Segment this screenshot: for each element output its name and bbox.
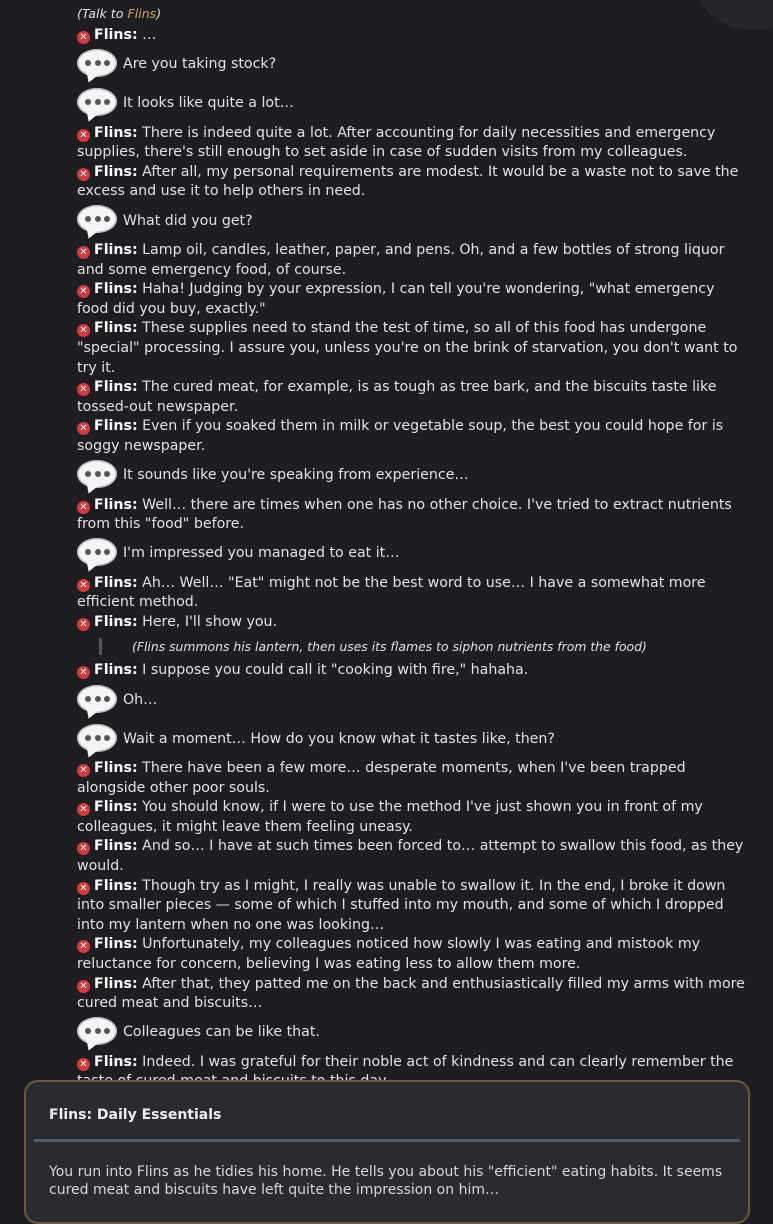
npc-text: These supplies need to stand the test of time, so all of this food has undergone "special" processing. I assure you, unless you're on the brink of starvation, you don't want to try it. (77, 320, 738, 376)
npc-text: Here, I'll show you. (142, 613, 278, 630)
speaker-name: Flins: (94, 1053, 138, 1070)
npc-text: There have been a few more… desperate moments, when I've been trapped alongside other poor souls. (77, 760, 686, 796)
npc-line (77, 759, 747, 798)
npc-text: Even if you soaked them in milk or vegetable soup, the best you could hope for is soggy newspaper. (77, 418, 724, 454)
x-mark-icon: ✕ (77, 246, 90, 259)
npc-text: You should know, if I were to use the method I've just shown you in front of my colleagues, it might leave them feeling uneasy. (77, 799, 703, 835)
npc-line (77, 613, 747, 633)
speaker-name: Flins: (94, 877, 138, 894)
x-mark-icon: ✕ (77, 980, 90, 993)
npc-line (77, 26, 747, 46)
npc-line (77, 417, 747, 456)
x-mark-icon: ✕ (77, 882, 90, 895)
x-mark-icon: ✕ (77, 383, 90, 396)
speaker-name: Flins: (94, 320, 138, 337)
npc-line (77, 163, 747, 202)
npc-text: Ah… Well… "Eat" might not be the best word to use… I have a somewhat more efficient method. (77, 574, 706, 611)
dialogue-choice[interactable] (77, 720, 747, 759)
choice-text: Are you taking stock? (123, 56, 277, 73)
speaker-name: Flins: (94, 799, 138, 816)
x-mark-icon: ✕ (77, 579, 90, 592)
npc-line (77, 574, 747, 613)
npc-text: … (142, 27, 157, 43)
npc-text: After all, my personal requirements are modest. It would be a waste not to save the excess and use it to help others in need. (77, 163, 739, 200)
hint-suffix: ) (156, 6, 162, 21)
speaker-name: Flins: (94, 379, 138, 396)
speaker-name: Flins: (94, 496, 138, 513)
x-mark-icon: ✕ (77, 764, 90, 777)
npc-line (77, 935, 747, 974)
choice-text: Oh… (123, 691, 158, 708)
quest-description: You run into Flins as he tidies his home. He tells you about his "efficient" eating habits. It seems cured meat and biscuits have left quite the impression on him… (49, 1164, 723, 1198)
npc-text: Unfortunately, my colleagues noticed how slowly I was eating and mistook my reluctance for concern, believing I was eating less to allow them more. (77, 936, 701, 972)
npc-text: Haha! Judging by your expression, I can tell you're wondering, "what emergency food did you buy, exactly." (77, 281, 715, 317)
npc-text: After that, they patted me on the back and enthusiastically filled my arms with more cured meat and biscuits… (77, 975, 745, 1012)
x-mark-icon: ✕ (77, 422, 90, 435)
dialogue-choice[interactable] (77, 535, 747, 574)
dialogue-choice[interactable] (77, 457, 747, 496)
x-mark-icon: ✕ (77, 618, 90, 631)
speech-bubble-icon (77, 724, 117, 752)
choice-text: It looks like quite a lot… (123, 95, 294, 112)
dialogue-choice[interactable] (77, 85, 747, 124)
npc-text: Though try as I might, I really was unable to swallow it. In the end, I broke it down into smaller pieces — some of which I stuffed into my mouth, and some of which I dropped into my lantern when no one was looking… (77, 877, 726, 933)
speaker-name: Flins: (94, 975, 138, 992)
dialogue-choice[interactable] (77, 202, 747, 241)
npc-line (77, 837, 747, 876)
x-mark-icon: ✕ (77, 129, 90, 142)
npc-text: There is indeed quite a lot. After accounting for daily necessities and emergency supplies, there's still enough to set aside in case of sudden visits from my colleagues. (77, 124, 716, 161)
speech-bubble-icon (77, 205, 117, 233)
npc-text: The cured meat, for example, is as tough as tree bark, and the biscuits taste like tossed-out newspaper. (77, 379, 717, 415)
speech-bubble-icon (77, 538, 117, 566)
speaker-name: Flins: (94, 760, 138, 777)
speaker-name: Flins: (94, 281, 138, 298)
choice-text: What did you get? (123, 212, 253, 229)
action-note: (Flins summons his lantern, then uses its flames to siphon nutrients from the food) (99, 638, 747, 655)
x-mark-icon: ✕ (77, 666, 90, 679)
x-mark-icon: ✕ (77, 1058, 90, 1071)
x-mark-icon: ✕ (77, 940, 90, 953)
x-mark-icon: ✕ (77, 501, 90, 514)
npc-line (77, 280, 747, 319)
speaker-name: Flins: (94, 936, 138, 953)
choice-text: It sounds like you're speaking from experience… (123, 467, 469, 484)
speaker-name: Flins: (94, 574, 138, 591)
npc-text: I suppose you could call it "cooking with fire," hahaha. (142, 662, 529, 679)
choice-text: Wait a moment… How do you know what it tastes like, then? (123, 730, 555, 747)
npc-text: And so… I have at such times been forced to… attempt to swallow this food, as they would. (77, 838, 744, 875)
quest-card (24, 1080, 750, 1224)
npc-line (77, 496, 747, 535)
hint-prefix: (Talk to (77, 6, 128, 21)
x-mark-icon: ✕ (77, 168, 90, 181)
npc-line (77, 975, 747, 1014)
speech-bubble-icon (77, 49, 117, 77)
npc-text: Lamp oil, candles, leather, paper, and pens. Oh, and a few bottles of strong liquor and some emergency food, of course. (77, 241, 725, 278)
choice-text: Colleagues can be like that. (123, 1024, 320, 1041)
npc-line (77, 319, 747, 378)
speech-bubble-icon (77, 460, 117, 488)
speaker-name: Flins: (94, 163, 138, 180)
npc-text: Indeed. I was grateful for their noble act of kindness and can clearly remember the (142, 1053, 734, 1070)
speaker-name: Flins: (94, 613, 138, 630)
quest-divider (34, 1139, 740, 1142)
choice-text: I'm impressed you managed to eat it… (123, 545, 400, 562)
dialogue-choice[interactable] (77, 46, 747, 85)
speaker-name: Flins: (94, 124, 138, 141)
x-mark-icon: ✕ (77, 324, 90, 337)
dialogue-choice[interactable] (77, 1014, 747, 1053)
speaker-name: Flins: (94, 27, 138, 43)
speech-bubble-icon (77, 88, 117, 116)
x-mark-icon: ✕ (77, 842, 90, 855)
dialogue-choice[interactable] (77, 681, 747, 720)
x-mark-icon: ✕ (77, 31, 90, 44)
dialogue-transcript (77, 4, 747, 1092)
npc-line (77, 124, 747, 163)
x-mark-icon: ✕ (77, 803, 90, 816)
npc-line (77, 661, 747, 681)
npc-line (77, 378, 747, 417)
speech-bubble-icon (77, 1017, 117, 1045)
npc-line (77, 241, 747, 280)
hint-link-flins[interactable]: Flins (127, 6, 157, 21)
speaker-name: Flins: (94, 838, 138, 855)
npc-line (77, 877, 747, 936)
npc-line (77, 798, 747, 837)
speaker-name: Flins: (94, 662, 138, 679)
speaker-name: Flins: (94, 241, 138, 258)
x-mark-icon: ✕ (77, 285, 90, 298)
speaker-name: Flins: (94, 418, 138, 435)
speech-bubble-icon (77, 685, 117, 713)
talk-hint (77, 4, 747, 24)
npc-text: Well… there are times when one has no other choice. I've tried to extract nutrients from this "food" before. (77, 496, 732, 533)
quest-title: Flins: Daily Essentials (49, 1107, 222, 1123)
